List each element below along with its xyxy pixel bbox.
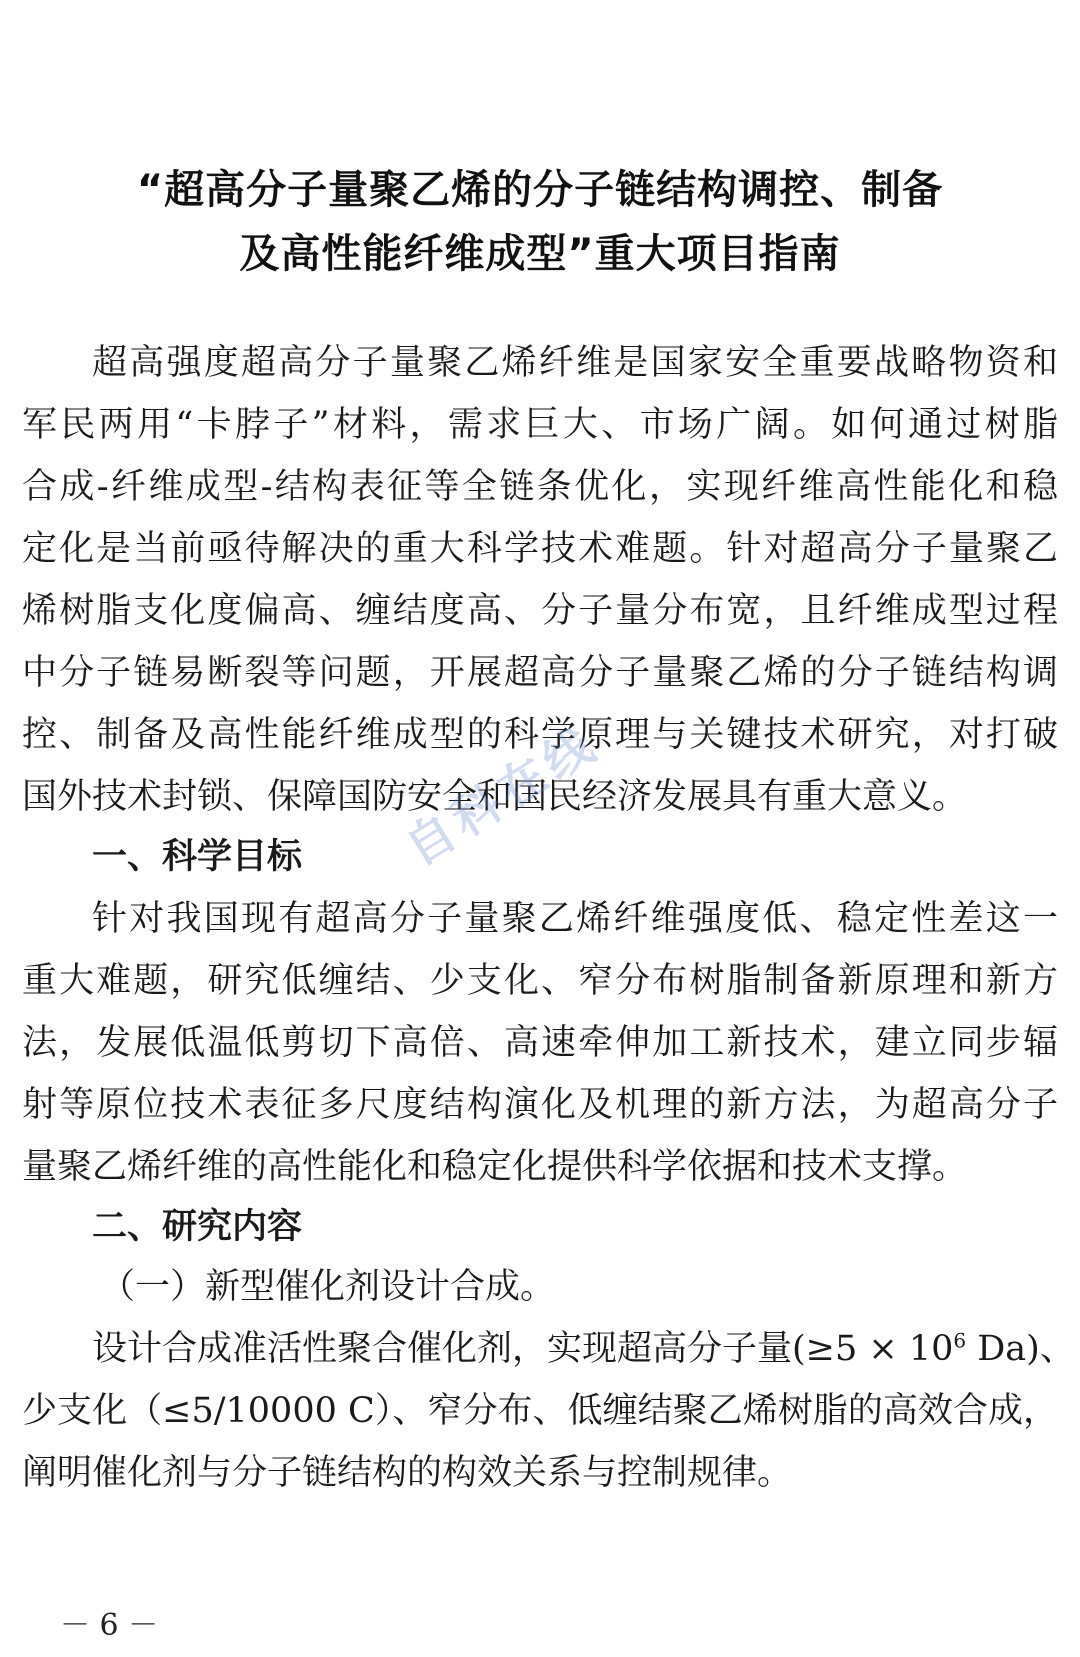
catalyst-line-end: Da)、 — [966, 1329, 1075, 1369]
intro-line: 合成-纤维成型-结构表征等全链条优化，实现纤维高性能化和稳 — [22, 467, 1058, 507]
intro-line: 国外技术封锁、保障国防安全和国民经济发展具有重大意义。 — [22, 777, 968, 817]
exponent: 6 — [953, 1328, 967, 1353]
intro-line: 控、制备及高性能纤维成型的科学原理与关键技术研究，对打破 — [22, 715, 1058, 755]
goals-line: 针对我国现有超高分子量聚乙烯纤维强度低、稳定性差这一 — [92, 899, 1058, 939]
intro-line: 军民两用“卡脖子”材料，需求巨大、市场广阔。如何通过树脂 — [22, 405, 1058, 445]
catalyst-line: 阐明催化剂与分子链结构的构效关系与控制规律。 — [22, 1453, 793, 1493]
section-heading-research: 二、研究内容 — [92, 1207, 303, 1247]
section-heading-goals: 一、科学目标 — [92, 837, 303, 877]
goals-line: 重大难题，研究低缠结、少支化、窄分布树脂制备新原理和新方 — [22, 961, 1058, 1001]
catalyst-line-text: 设计合成准活性聚合催化剂，实现超高分子量(≥5 × 10 — [92, 1329, 954, 1369]
page-number: － 6 － — [60, 1608, 159, 1643]
intro-line: 中分子链易断裂等问题，开展超高分子量聚乙烯的分子链结构调 — [22, 653, 1058, 693]
goals-line: 量聚乙烯纤维的高性能化和稳定化提供科学依据和技术支撑。 — [22, 1147, 968, 1187]
goals-line: 法，发展低温低剪切下高倍、高速牵伸加工新技术，建立同步辐 — [22, 1023, 1058, 1063]
subsection-heading-catalyst: （一）新型催化剂设计合成。 — [100, 1267, 556, 1307]
document-title-line-1: “超高分子量聚乙烯的分子链结构调控、制备 — [136, 167, 944, 213]
intro-line: 定化是当前亟待解决的重大科学技术难题。针对超高分子量聚乙 — [22, 529, 1058, 569]
catalyst-line — [92, 1326, 1075, 1372]
goals-line: 射等原位技术表征多尺度结构演化及机理的新方法，为超高分子 — [22, 1085, 1058, 1125]
catalyst-line: 少支化（≤5/10000 C）、窄分布、低缠结聚乙烯树脂的高效合成， — [22, 1391, 1058, 1431]
watermark: 自科在线 — [395, 714, 609, 877]
document-title-line-2: 及高性能纤维成型”重大项目指南 — [239, 231, 841, 277]
intro-line: 烯树脂支化度偏高、缠结度高、分子量分布宽，且纤维成型过程 — [22, 591, 1058, 631]
intro-line: 超高强度超高分子量聚乙烯纤维是国家安全重要战略物资和 — [92, 343, 1058, 383]
